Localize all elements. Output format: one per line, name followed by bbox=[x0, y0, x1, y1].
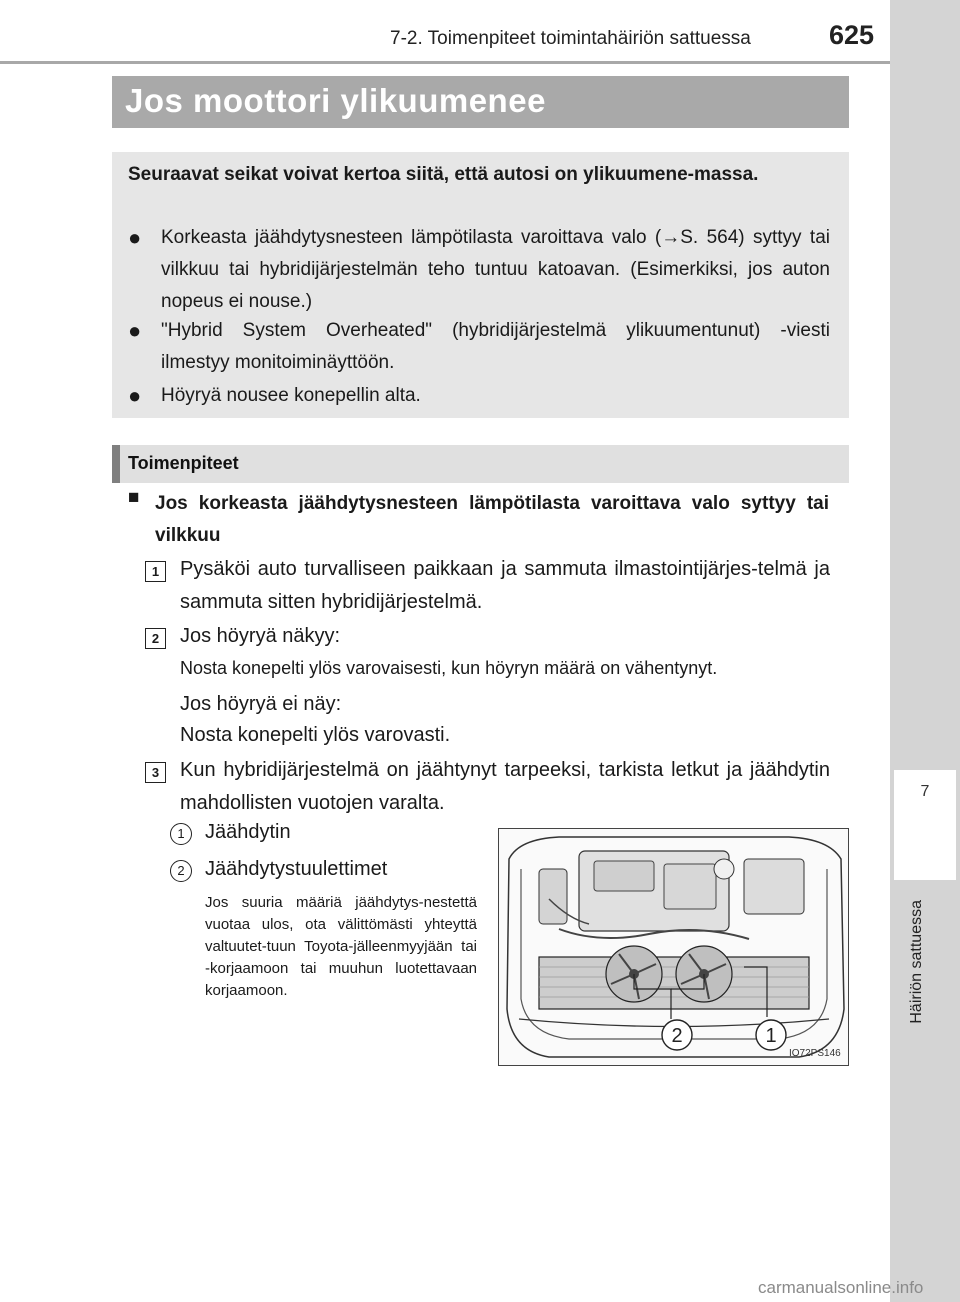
bullet-icon: ● bbox=[128, 225, 142, 250]
step-number-badge: 1 bbox=[145, 561, 166, 582]
step-text: Nosta konepelti ylös varovaisesti, kun höyryn määrä on vähentynyt. bbox=[180, 658, 718, 678]
bullet-text: Höyryä nousee konepellin alta. bbox=[161, 385, 421, 406]
engine-illustration bbox=[498, 828, 849, 1066]
header-rule bbox=[0, 61, 890, 64]
engine-bay-drawing bbox=[499, 829, 850, 1067]
page-title: Jos moottori ylikuumenee bbox=[125, 82, 546, 119]
callout-label: Jäähdytystuulettimet bbox=[205, 858, 388, 880]
bullet-item bbox=[128, 315, 830, 379]
step-text: Pysäköi auto turvalliseen paikkaan ja sammuta ilmastointijärjes-telmä ja sammuta sitten hybridijärjestelmä. bbox=[180, 558, 830, 613]
intro-lead: Seuraavat seikat voivat kertoa siitä, että autosi on ylikuumene-massa. bbox=[128, 164, 759, 185]
chapter-number: 7 bbox=[920, 783, 930, 800]
bullet-text: Korkeasta jäähdytysnesteen lämpötilasta varoittava valo (→S. 564) syttyy tai vilkkuu tai hybridijärjestelmän teho tuntuu katoavan. (Esimerkiksi, jos auton nopeus ei nouse.) bbox=[161, 227, 830, 312]
square-bullet-icon: ■ bbox=[128, 487, 140, 508]
warning-note: Jos suuria määriä jäähdytys-nestettä vuotaa ulos, ota välittömästi yhteyttä valtuutet-tuun Toyota-jälleenmyyjään tai -korjaamoon tai muuhun luotettavaan korjaamoon. bbox=[205, 894, 477, 999]
watermark: carmanualsonline.info bbox=[758, 1278, 924, 1297]
bullet-text: "Hybrid System Overheated" (hybridijärjestelmä ylikuumentunut) -viesti ilmestyy monitoiminäyttöön. bbox=[161, 320, 830, 373]
bullet-item bbox=[128, 222, 830, 318]
callout-label: Jäähdytin bbox=[205, 821, 291, 843]
bullet-icon: ● bbox=[128, 318, 142, 343]
step-text: Jos höyryä näkyy: bbox=[180, 625, 341, 647]
illustration-marker-2: 2 bbox=[671, 1025, 683, 1047]
step-text: Jos höyryä ei näy: bbox=[180, 693, 342, 715]
chapter-side-tab bbox=[890, 0, 960, 1302]
callout-number: 1 bbox=[170, 823, 192, 845]
sub-heading: Jos korkeasta jäähdytysnesteen lämpötilasta varoittava valo syttyy tai vilkkuu bbox=[155, 493, 829, 546]
section-title: Toimenpiteet bbox=[128, 453, 239, 473]
illustration-code: IO72PS146 bbox=[789, 1048, 841, 1059]
bullet-icon: ● bbox=[128, 383, 142, 408]
step-text: Nosta konepelti ylös varovasti. bbox=[180, 724, 451, 746]
illustration-marker-1: 1 bbox=[765, 1025, 777, 1047]
page-number: 625 bbox=[829, 20, 875, 50]
callout-number: 2 bbox=[170, 860, 192, 882]
chapter-label: Häiriön sattuessa bbox=[908, 900, 925, 1024]
step-text: Kun hybridijärjestelmä on jäähtynyt tarpeeksi, tarkista letkut ja jäähdytin mahdollisten vuotojen varalta. bbox=[180, 759, 830, 814]
bullet-item bbox=[128, 380, 830, 412]
step-number-badge: 3 bbox=[145, 762, 166, 783]
running-header: 7-2. Toimenpiteet toimintahäiriön sattuessa bbox=[390, 28, 751, 49]
step-number-badge: 2 bbox=[145, 628, 166, 649]
